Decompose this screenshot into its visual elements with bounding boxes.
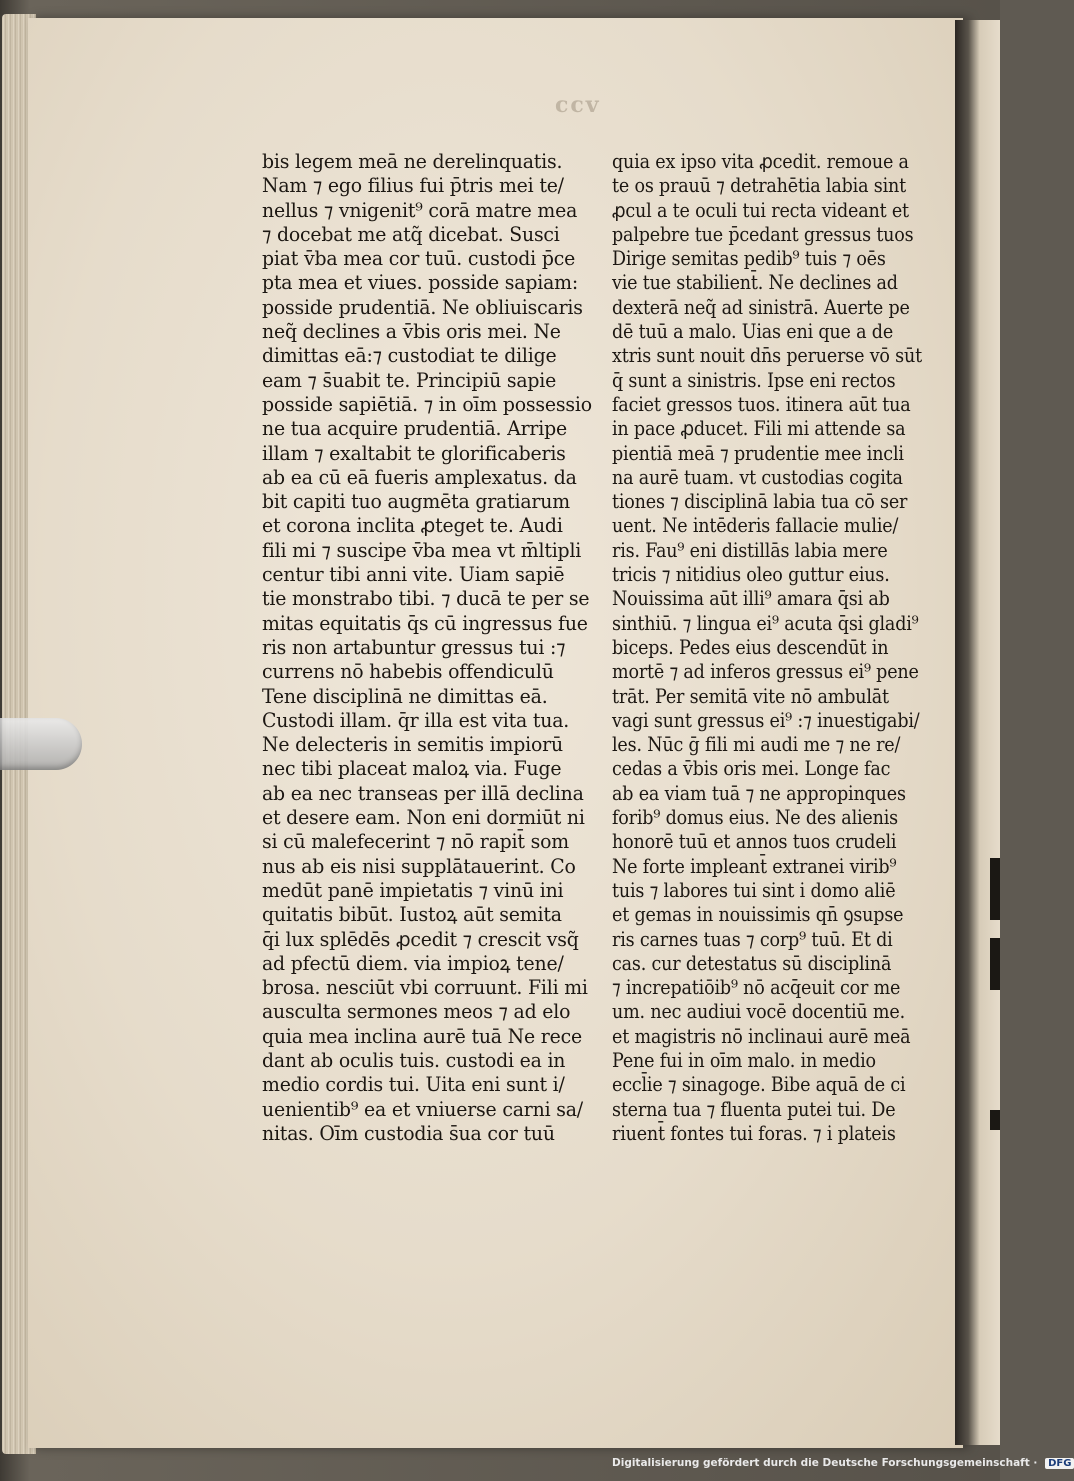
folio-number: ccv: [555, 92, 601, 118]
text-line: q̄i lux splēdēs ꝓcedit ⁊ crescit vsq̃: [262, 927, 579, 951]
text-line: medūt panē impietatis ⁊ vinū ini: [262, 878, 564, 902]
text-line: xtris sunt nouit dn̄s peruerse vō sūt: [612, 344, 922, 368]
text-line: tie monstrabo tibi. ⁊ ducā te per se: [262, 587, 590, 611]
text-line: na aurē tuam. vt custodias cogita: [612, 465, 903, 489]
text-line: et corona inclita ꝓteget te. Audi: [262, 514, 563, 538]
text-line: piat v̄ba mea cor tuū. custodi p̄ce: [262, 247, 576, 271]
text-line: vie tue stabilient̄. Ne declines ad: [612, 271, 898, 295]
text-line: dant ab oculis tuis. custodi ea in: [262, 1048, 566, 1072]
text-line: illam ⁊ exaltabit te glorificaberis: [262, 441, 566, 465]
text-line: trāt. Per semitā vite nō ambulāt: [612, 684, 889, 708]
text-line: pientiā meā ⁊ prudentie mee incli: [612, 441, 904, 465]
text-line: dē tuū a malo. Uias eni que a de: [612, 320, 894, 344]
digitization-footer: Digitalisierung gefördert durch die Deutsche Forschungsgemeinschaft · DFG: [612, 1457, 1074, 1469]
text-line: currens nō habebis offendiculū: [262, 660, 554, 684]
text-line: posside sapiētiā. ⁊ in oīm possessio: [262, 392, 592, 416]
text-line: biceps. Pedes eius descendūt in: [612, 635, 889, 659]
text-line: quia mea inclina aurē tuā Ne rece: [262, 1024, 582, 1048]
text-line: Dirige semitas pedib⁹ tuis ⁊ oēs: [612, 247, 886, 271]
text-line: nus ab eis nisi supplātauerint. Co: [262, 854, 576, 878]
text-line: vagi sunt gressus ei⁹ :⁊ inuestigabi/: [612, 708, 920, 732]
text-line: forib⁹ domus eius. Ne des alienis: [612, 806, 898, 830]
text-line: q̄ sunt a sinistris. Ipse eni rectos: [612, 368, 896, 392]
book-gutter: [955, 20, 1000, 1445]
text-line: et gemas in nouissimis qn̄ ꝯsupse: [612, 903, 904, 927]
text-line: ꝓcul a te oculi tui recta videant et: [612, 198, 909, 222]
text-line: tiones ⁊ disciplinā labia tua cō ser: [612, 490, 908, 514]
gutter-mark: [990, 1110, 1000, 1130]
text-line: posside prudentiā. Ne obliuiscaris: [262, 295, 583, 319]
text-line: pta mea et viues. posside sapiam:: [262, 271, 579, 295]
text-line: neq̃ declines a v̄bis oris mei. Ne: [262, 320, 561, 344]
text-line: um. nec audiui vocē docentiū me.: [612, 1000, 905, 1024]
text-line: ab ea nec transeas per illā declina: [262, 781, 584, 805]
gutter-mark: [990, 938, 1000, 990]
footer-text: Digitalisierung gefördert durch die Deutsche Forschungsgemeinschaft: [612, 1457, 1030, 1469]
text-line: honorē tuū et annos tuos crudeli: [612, 830, 897, 854]
text-line: nitas. Oīm custodia s̄ua cor tuū: [262, 1121, 555, 1145]
page-clip: [0, 718, 82, 770]
text-line: quitatis bibūt. Iustoꝝ aūt semita: [262, 903, 562, 927]
text-line: quia ex ipso vita ꝓcedit. remoue a: [612, 150, 909, 173]
text-line: uenientib⁹ ea et vniuerse carni sa/: [262, 1097, 583, 1121]
text-line: ne tua acquire prudentiā. Arripe: [262, 417, 567, 441]
text-line: ab ea viam tuā ⁊ ne appropinques: [612, 781, 906, 805]
text-line: medio cordis tui. Uita eni sunt i/: [262, 1073, 565, 1097]
text-line: cedas a v̄bis oris mei. Longe fac: [612, 757, 891, 781]
text-line: dimittas eā:⁊ custodiat te dilige: [262, 344, 557, 368]
text-line: mortē ⁊ ad inferos gressus ei⁹ pene: [612, 660, 919, 684]
text-line: et magistris nō inclinaui aurē meā: [612, 1024, 911, 1048]
text-line: Nam ⁊ ego filius fui p̄tris mei te/: [262, 174, 564, 198]
text-line: dexterā neq̃ ad sinistrā. Auerte pe: [612, 295, 910, 319]
text-line: bis legem meā ne derelinquatis.: [262, 150, 563, 173]
text-line: et desere eam. Non eni dormiūt ni: [262, 806, 585, 830]
text-line: riuent̄ fontes tui foras. ⁊ i plateis: [612, 1121, 896, 1145]
text-line: te os prauū ⁊ detrahētia labia sint: [612, 174, 906, 198]
text-line: bit capiti tuo augmēta gratiarum: [262, 490, 570, 514]
text-line: Custodi illam. q̄r illa est vita tua.: [262, 708, 570, 732]
text-line: in pace ꝓducet. Fili mi attende sa: [612, 417, 906, 441]
text-line: Nouissima aūt illi⁹ amara q̄si ab: [612, 587, 890, 611]
text-line: sinthiū. ⁊ lingua ei⁹ acuta q̄si gladi⁹: [612, 611, 919, 635]
text-line: nec tibi placeat maloꝝ via. Fuge: [262, 757, 562, 781]
text-line: mitas equitatis q̄s cū ingressus fue: [262, 611, 588, 635]
text-line: centur tibi anni vite. Uiam sapiē: [262, 563, 565, 587]
text-column-left: [262, 150, 603, 1146]
text-column-right: [612, 150, 957, 1146]
dfg-logo: DFG: [1045, 1458, 1074, 1469]
text-line: brosa. nesciūt vbi corruunt. Fili mi: [262, 976, 588, 1000]
text-line: ris carnes tuas ⁊ corp⁹ tuū. Et di: [612, 927, 893, 951]
text-line: Ne delecteris in semitis impiorū: [262, 733, 563, 757]
text-line: palpebre tue p̄cedant gressus tuos: [612, 222, 914, 246]
text-line: cas. cur detestatus sū disciplinā: [612, 951, 892, 975]
text-line: ad pfectū diem. via impioꝝ tene/: [262, 951, 564, 975]
text-line: ab ea cū eā fueris amplexatus. da: [262, 465, 577, 489]
text-line: eccl̄ie ⁊ sinagoge. Bibe aquā de ci: [612, 1073, 906, 1097]
text-line: uent. Ne intēderis fallacie mulie/: [612, 514, 899, 538]
text-line: ausculta sermones meos ⁊ ad elo: [262, 1000, 571, 1024]
text-line: Ne forte impleant̄ extranei virib⁹: [612, 854, 897, 878]
text-line: ris. Fau⁹ eni distillās labia mere: [612, 538, 888, 562]
text-line: nellus ⁊ vnigenit⁹ corā matre mea: [262, 198, 578, 222]
text-line: ris non artabuntur gressus tui :⁊: [262, 635, 566, 659]
text-line: fili mi ⁊ suscipe v̄ba mea vt m̄ltipli: [262, 538, 582, 562]
text-line: tuis ⁊ labores tui sint i domo aliē: [612, 878, 896, 902]
text-line: sterna tua ⁊ fluenta putei tui. De: [612, 1097, 896, 1121]
gutter-mark: [990, 858, 1000, 920]
text-line: ⁊ increpatiōib⁹ nō acq̄euit cor me: [612, 976, 901, 1000]
text-line: Pene fui in oīm malo. in medio: [612, 1048, 876, 1072]
text-line: ⁊ docebat me atq̃ dicebat. Susci: [262, 222, 560, 246]
text-line: tricis ⁊ nitidius oleo guttur eius.: [612, 563, 890, 587]
text-line: faciet gressos tuos. itinera aūt tua: [612, 392, 911, 416]
text-line: si cū malefecerint ⁊ nō rapit̄ som: [262, 830, 569, 854]
text-line: Tene disciplinā ne dimittas eā.: [262, 684, 548, 708]
text-line: les. Nūc ḡ fili mi audi me ⁊ ne re/: [612, 733, 901, 757]
text-line: eam ⁊ s̄uabit te. Principiū sapie: [262, 368, 557, 392]
